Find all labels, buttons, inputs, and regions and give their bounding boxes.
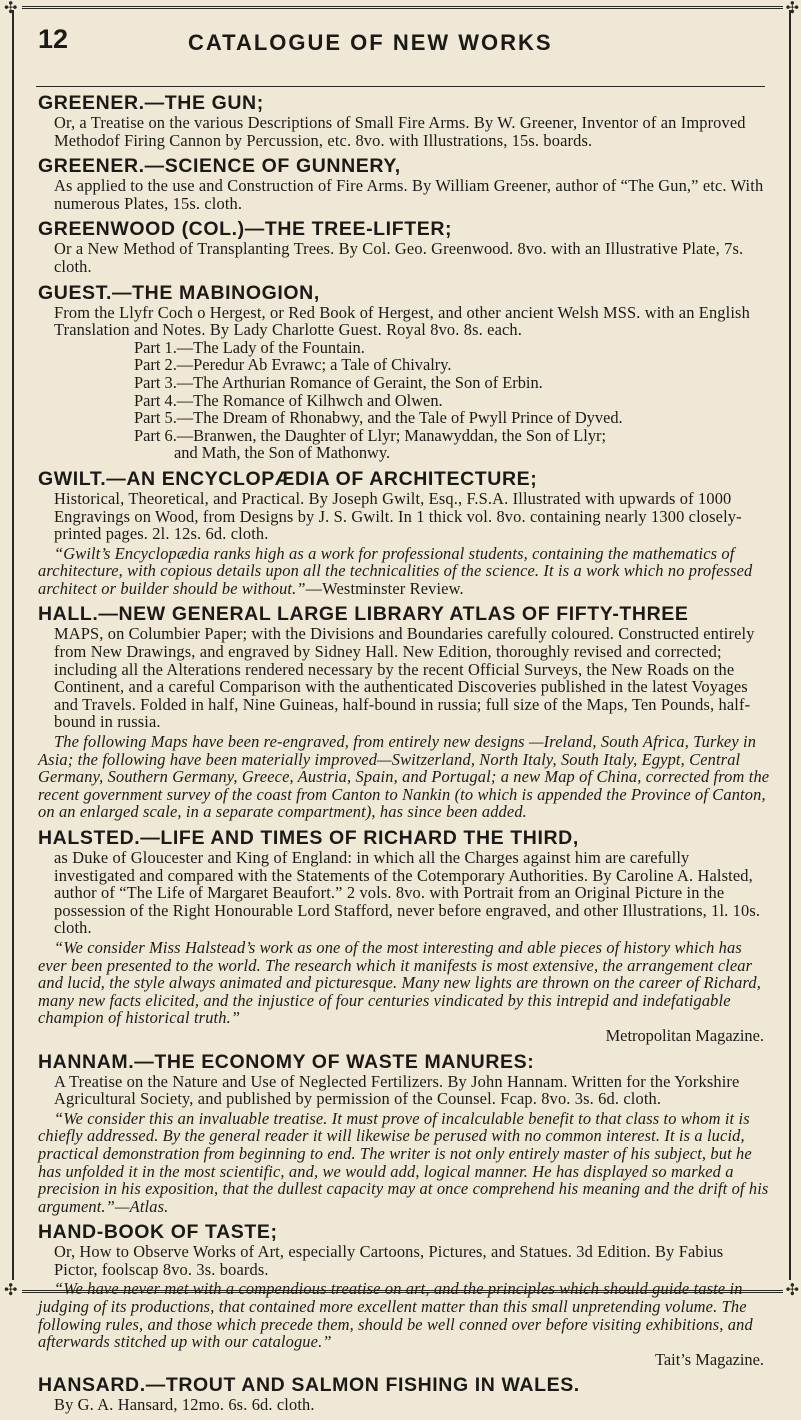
catalogue-entry [38, 218, 770, 275]
review-source: —Westminster Review. [305, 578, 464, 598]
left-border-rule [12, 10, 14, 1280]
entry-description: As applied to the use and Construction of Fire Arms. By William Greener, author of “The Gun,” etc. With numerous Plates, 15s. cloth. [54, 176, 764, 213]
review-text: “Gwilt’s Encyclopædia ranks high as a work for professional students, containing the mathematics of architecture, with copious details upon all the technicalities of the science. It is a work which no professed architect or builder should be without.” [38, 543, 753, 598]
page-header [38, 24, 778, 64]
entry-description: A Treatise on the Nature and Use of Neglected Fertilizers. By John Hannam. Written for the Yorkshire Agricultural Society, and published by permission of the Counsel. Fcap. 8vo. 3s. 6d. cloth. [54, 1071, 740, 1109]
entry-title: HANNAM.—THE ECONOMY OF WASTE MANURES: [38, 1050, 535, 1073]
header-rule [36, 86, 765, 87]
entry-title: GWILT.—AN ENCYCLOPÆDIA OF ARCHITECTURE; [38, 467, 538, 490]
review-source: Metropolitan Magazine. [605, 1025, 764, 1045]
part-item: Part 1.—The Lady of the Fountain. [134, 337, 365, 357]
entry-title: HANSARD.—TROUT AND SALMON FISHING IN WALES. [38, 1374, 580, 1397]
catalogue-entry [38, 468, 770, 598]
part-item: Part 2.—Peredur Ab Evrawc; a Tale of Chivalry. [134, 355, 452, 375]
corner-ornament-bottom-left: ✣ [4, 1282, 18, 1299]
bottom-border-rule [22, 1290, 783, 1293]
corner-ornament-bottom-right: ✣ [785, 1282, 799, 1299]
right-border-rule [789, 10, 791, 1280]
entry-title: HAND-BOOK OF TASTE; [38, 1221, 278, 1244]
review-quote [38, 545, 770, 598]
review-source: Tait’s Magazine. [655, 1349, 764, 1369]
part-item: Part 6.—Branwen, the Daughter of Llyr; Manawyddan, the Son of Llyr; [134, 425, 607, 445]
entry-description: Or, a Treatise on the various Descriptions of Small Fire Arms. By W. Greener, Inventor of an Improved Methodof Firing Cannon by Percussion, etc. 8vo. with Illustrations, 15s. boards. [54, 113, 746, 150]
catalogue-entry [38, 1051, 770, 1216]
corner-ornament-top-right: ✣ [785, 0, 799, 17]
review-quote: “We consider this an invaluable treatise. It must prove of incalculable benefit to that class to whom it is chiefly addressed. By the general reader it will likewise be perused with no common interest. It is a lucid, practical demonstration from beginning to end. The writer is not only entirely master of his subject, but he has unfolded it in the most scientific, and, we would add, logical manner. He has displayed so marked a precision in his exposition, that the dullest capacity may at once comprehend his meaning and the drift of his argument.”—Atlas. [38, 1108, 769, 1216]
entry-description: From the Llyfr Coch o Hergest, or Red Book of Hergest, and other ancient Welsh MSS. with an English Translation and Notes. By Lady Charlotte Guest. Royal 8vo. 8s. each. [54, 302, 750, 340]
entry-description: MAPS, on Columbier Paper; with the Divisions and Boundaries carefully coloured. Constructed entirely from New Drawings, and engraved by Sidney Hall. New Edition, thoroughly revised and corrected; including all the Alterations rendered necessary by the recent Official Surveys, the New Roads on the Continent, and a careful Comparison with the authenticated Discoveries published in the latest Voyages and Travels. Folded in half, Nine Guineas, half-bound in russia; full size of the Maps, Ten Pounds, half-bound in russia. [54, 624, 755, 732]
catalogue-entry [38, 1221, 770, 1368]
entry-description: Or a New Method of Transplanting Trees. By Col. Geo. Greenwood. 8vo. with an Illustrative Plate, 7s. cloth. [54, 239, 744, 276]
part-item: Part 5.—The Dream of Rhonabwy, and the Tale of Pwyll Prince of Dyved. [134, 408, 623, 428]
entry-description: Historical, Theoretical, and Practical. By Joseph Gwilt, Esq., F.S.A. Illustrated with upwards of 1000 Engravings on Wood, from Designs by J. S. Gwilt. In 1 thick vol. 8vo. containing nearly 1300 closely-printed pages. 2l. 12s. 6d. cloth. [54, 488, 742, 544]
catalogue-entry [38, 827, 770, 1045]
part-item: and Math, the Son of Mathonwy. [174, 443, 391, 463]
corner-ornament-top-left: ✣ [4, 0, 18, 17]
top-border-rule [22, 6, 783, 9]
part-item: Part 3.—The Arthurian Romance of Geraint, the Son of Erbin. [134, 372, 543, 392]
parts-list [38, 339, 770, 462]
entry-title: HALL.—NEW GENERAL LARGE LIBRARY ATLAS OF FIFTY-THREE [38, 603, 689, 626]
running-title: CATALOGUE OF NEW WORKS [188, 30, 553, 55]
catalogue-entry [38, 603, 770, 821]
catalogue-entries [38, 92, 770, 1420]
entry-title: GREENER.—THE GUN; [38, 92, 264, 114]
review-quote: “We have never met with a compendious treatise on art, and the principles which should guide taste in judging of its productions, that contained more excellent matter than this small unpretending volume. The following rules, and those which precede them, should be well conned over before visiting exhibitions, and afterwards stitched up with our catalogue.” [38, 1279, 753, 1352]
page-number: 12 [38, 24, 69, 54]
entry-description: By G. A. Hansard, 12mo. 6s. 6d. cloth. [54, 1395, 315, 1415]
entry-title: HALSTED.—LIFE AND TIMES OF RICHARD THE THIRD, [38, 827, 579, 849]
entry-title: GREENWOOD (COL.)—THE TREE-LIFTER; [38, 218, 453, 241]
catalogue-entry [38, 92, 770, 149]
entry-description: as Duke of Gloucester and King of England: in which all the Charges against him are carefully investigated and compared with the Statements of the Cotemporary Authorities. By Caroline A. Halsted, author of “The Life of Margaret Beaufort.” 2 vols. 8vo. with Portrait from an Original Picture in the possession of the Right Honourable Lord Stafford, never before engraved, and other Illustrations, 1l. 10s. cloth. [54, 848, 761, 938]
catalogue-entry [38, 282, 770, 462]
catalogue-entry [38, 155, 770, 212]
part-item: Part 4.—The Romance of Kilhwch and Olwen. [134, 390, 443, 410]
entry-description: Or, How to Observe Works of Art, especially Cartoons, Pictures, and Statues. 3d Edition. By Fabius Pictor, foolscap 8vo. 3s. boards. [54, 1242, 724, 1279]
review-note: The following Maps have been re-engraved, from entirely new designs —Ireland, South Africa, Turkey in Asia; the following have been materially improved—Switzerland, North Italy, South Italy, Egypt, Central Germany, Southern Germany, Greece, Austria, Spain, and Portugal; a new Map of China, corrected from the recent government survey of the coast from Canton to Nankin (to which is appended the Province of Canton, on an enlarged scale, in a separate compartment), has since been added. [38, 732, 770, 822]
entry-title: GUEST.—THE MABINOGION, [38, 281, 320, 304]
review-quote: “We consider Miss Halstead’s work as one of the most interesting and able pieces of history which has ever been presented to the world. The research which it manifests is most extensive, the arrangement clear and lucid, the style always animated and picturesque. Many new lights are thrown on the career of Richard, many new facts elicited, and the injustice of four centuries vindicated by this intrepid and indefatigable champion of historical truth.” [38, 937, 762, 1028]
entry-title: GREENER.—SCIENCE OF GUNNERY, [38, 155, 401, 178]
catalogue-entry [38, 1374, 770, 1414]
